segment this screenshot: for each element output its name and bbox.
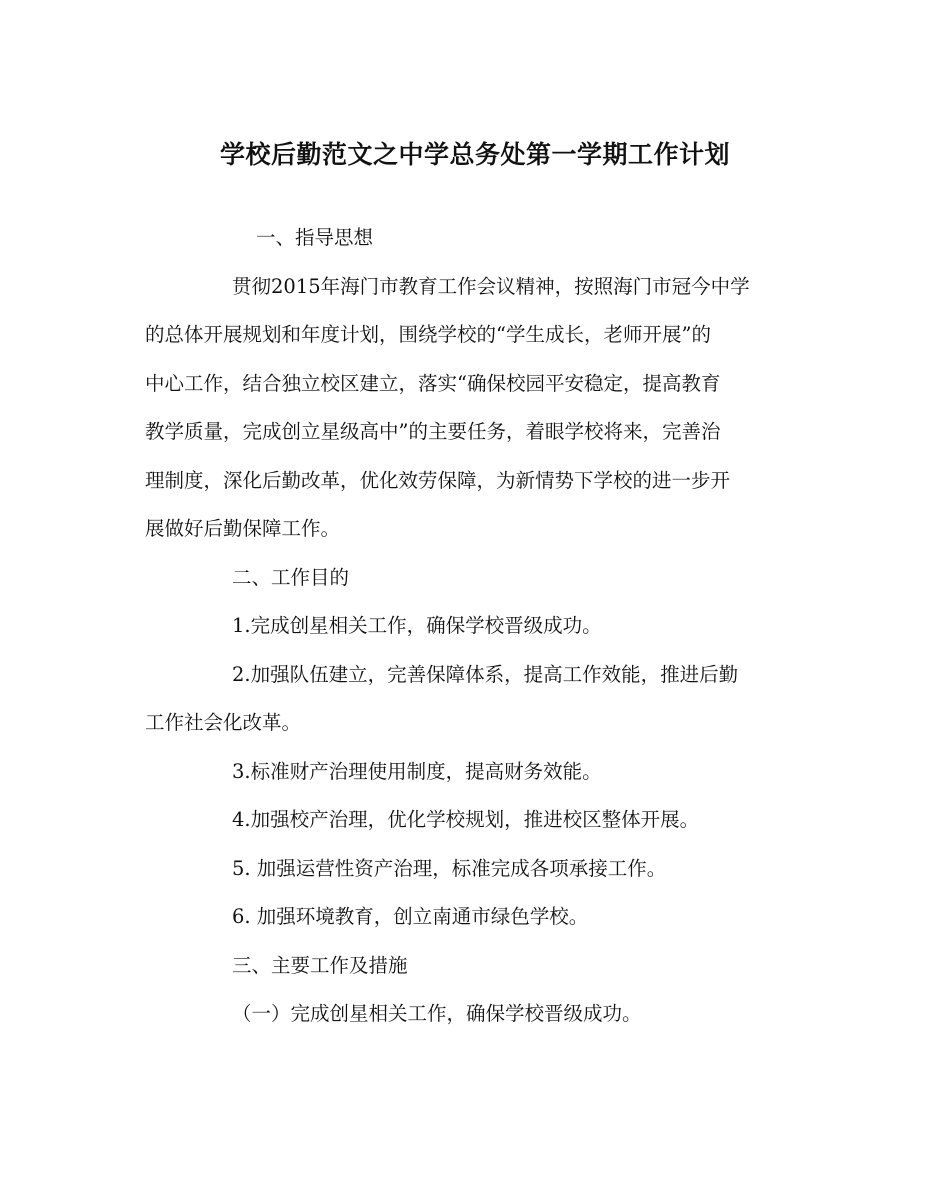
heading-guiding-thought: 一、指导思想: [256, 226, 374, 249]
heading-work-goals: 二、工作目的: [232, 566, 350, 589]
paragraph-line: 贯彻2015年海门市教育工作会议精神，按照海门市冠今中学: [232, 275, 750, 298]
list-item: 2.加强队伍建立，完善保障体系，提高工作效能，推进后勤: [232, 663, 739, 686]
document-title: 学校后勤范文之中学总务处第一学期工作计划: [219, 140, 730, 169]
list-item-continuation: 工作社会化改革。: [145, 711, 302, 734]
list-item: 3.标准财产治理使用制度，提高财务效能。: [232, 760, 602, 783]
list-item: 4.加强校产治理，优化学校规划，推进校区整体开展。: [232, 808, 700, 831]
paragraph-line: 教学质量，完成创立星级高中”的主要任务，着眼学校将来，完善治: [145, 420, 721, 443]
list-item: 6. 加强环境教育，创立南通市绿色学校。: [232, 905, 589, 928]
heading-main-work: 三、主要工作及措施: [232, 954, 408, 977]
paragraph-line: 中心工作，结合独立校区建立，落实“确保校园平安稳定，提高教育: [145, 372, 721, 395]
list-item: 5. 加强运营性资产治理，标准完成各项承接工作。: [232, 857, 667, 880]
paragraph-line: 理制度，深化后勤改革，优化效劳保障，为新情势下学校的进一步开: [145, 469, 731, 492]
list-item: 1.完成创星相关工作，确保学校晋级成功。: [232, 614, 602, 637]
paragraph-line: 的总体开展规划和年度计划，围绕学校的“学生成长，老师开展”的: [145, 323, 711, 346]
paragraph-line: 展做好后勤保障工作。: [145, 517, 341, 540]
subheading: （一）完成创星相关工作，确保学校晋级成功。: [232, 1002, 642, 1025]
